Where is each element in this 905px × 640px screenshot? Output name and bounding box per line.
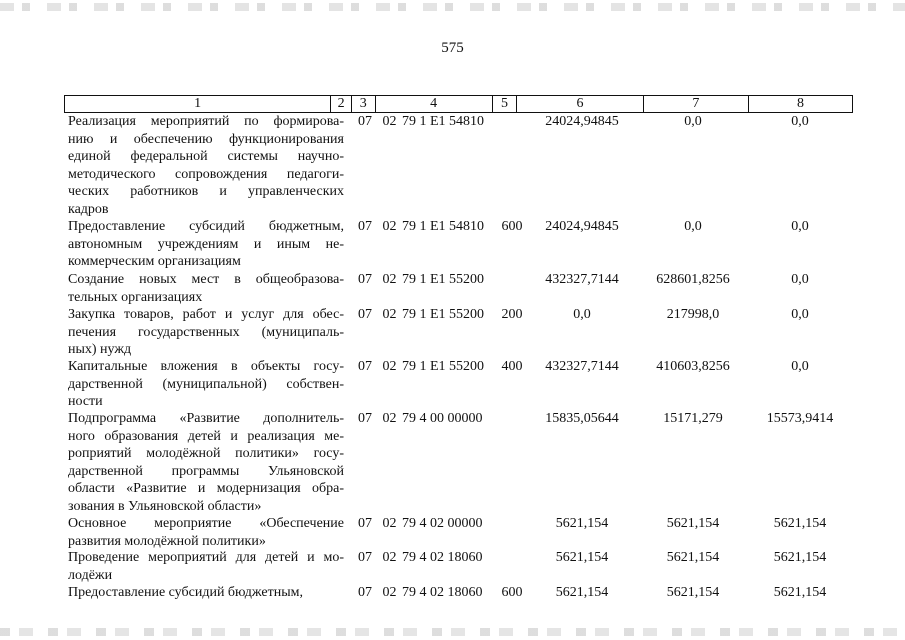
header-col-7: 7 (644, 96, 749, 112)
amount-col-6: 5621,154 (555, 550, 609, 565)
amount-col-6: 24024,94845 (545, 219, 619, 234)
amount-col-6: 432327,7144 (545, 359, 619, 374)
header-col-4: 4 (376, 96, 493, 112)
description-line: ности (68, 394, 103, 409)
subsection-code: 02 (382, 359, 397, 374)
table-header (64, 95, 853, 113)
row-description (68, 584, 344, 602)
amount-col-7: 0,0 (684, 114, 702, 129)
amount-col-7: 628601,8256 (656, 272, 730, 287)
description-line: Реализация мероприятий по формирова- (68, 114, 344, 129)
subsection-code: 02 (382, 585, 397, 600)
scan-artifact-top (0, 3, 905, 11)
subsection-code: 02 (382, 411, 397, 426)
description-line: Проведение мероприятий для детей и мо- (68, 550, 344, 565)
target-article-code: 79 1 E1 55200 (402, 272, 485, 287)
amount-col-7: 5621,154 (666, 516, 720, 531)
target-article-code: 79 1 E1 54810 (402, 219, 485, 234)
target-article-code: 79 4 02 00000 (402, 516, 483, 531)
amount-col-8: 5621,154 (773, 550, 827, 565)
description-line: дарственной программы Ульяновской (68, 463, 344, 479)
description-line: Закупка товаров, работ и услуг для обес- (68, 307, 344, 322)
subsection-code: 02 (382, 516, 397, 531)
section-code: 07 (358, 307, 372, 322)
description-line: тельных организациях (68, 289, 203, 305)
row-description (68, 218, 344, 271)
section-code: 07 (358, 411, 372, 426)
amount-col-6: 0,0 (573, 307, 591, 322)
expense-type-code: 400 (501, 359, 523, 374)
amount-col-7: 5621,154 (666, 585, 720, 600)
description-line: единой федеральной системы научно- (68, 149, 344, 164)
description-line: роприятий молодёжной политики» госу- (68, 446, 344, 461)
description-line: методического сопровождения педагоги- (68, 166, 344, 182)
header-col-5: 5 (493, 96, 517, 112)
description-line: области «Развитие и модернизация обра- (68, 481, 344, 496)
row-description (68, 410, 344, 515)
row-description (68, 358, 344, 411)
description-line: дарственной (муниципальной) собствен- (68, 376, 344, 392)
description-line: лодёжи (68, 567, 113, 583)
header-col-8: 8 (796, 96, 804, 111)
section-code: 07 (358, 585, 372, 600)
subsection-code: 02 (382, 219, 397, 234)
section-code: 07 (358, 516, 372, 531)
expense-type-code: 600 (501, 585, 523, 600)
target-article-code: 79 1 E1 55200 (402, 307, 485, 322)
expense-type-code: 600 (501, 219, 523, 234)
description-line: ных) нужд (68, 342, 132, 357)
amount-col-6: 5621,154 (555, 585, 609, 600)
description-line: Основное мероприятие «Обеспечение (68, 516, 344, 531)
description-line: ческих работников и управленческих (68, 184, 344, 199)
amount-col-8: 5621,154 (773, 585, 827, 600)
target-article-code: 79 4 02 18060 (402, 550, 483, 565)
amount-col-6: 5621,154 (555, 516, 609, 531)
header-col-3: 3 (352, 96, 376, 112)
page-number: 575 (441, 40, 464, 56)
section-code: 07 (358, 114, 372, 129)
description-line: развития молодёжной политики» (68, 533, 266, 549)
description-line: Предоставление субсидий бюджетным, (68, 585, 304, 600)
header-col-2: 2 (331, 96, 352, 112)
amount-col-6: 432327,7144 (545, 272, 619, 287)
subsection-code: 02 (382, 550, 397, 565)
description-line: Создание новых мест в общеобразова- (68, 272, 344, 287)
amount-col-7: 217998,0 (666, 307, 720, 322)
header-col-6: 6 (517, 96, 644, 112)
amount-col-7: 410603,8256 (656, 359, 730, 374)
description-line: коммерческим организациям (68, 254, 241, 269)
description-line: кадров (68, 201, 109, 217)
amount-col-8: 0,0 (791, 114, 809, 129)
header-col-1: 1 (65, 96, 331, 112)
amount-col-7: 15171,279 (663, 411, 723, 426)
amount-col-6: 24024,94845 (545, 114, 619, 129)
description-line: Подпрограмма «Развитие дополнитель- (68, 411, 344, 426)
row-description (68, 515, 344, 550)
section-code: 07 (358, 219, 372, 234)
description-line: автономным учреждениям и иным не- (68, 236, 344, 252)
amount-col-8: 0,0 (791, 359, 809, 374)
amount-col-7: 5621,154 (666, 550, 720, 565)
expense-type-code: 200 (501, 307, 523, 322)
amount-col-7: 0,0 (684, 219, 702, 234)
row-description (68, 271, 344, 306)
target-article-code: 79 1 E1 55200 (402, 359, 485, 374)
target-article-code: 79 4 02 18060 (402, 585, 483, 600)
description-line: печения государственных (муниципаль- (68, 324, 344, 340)
description-line: ного образования детей и реализация ме- (68, 428, 344, 444)
amount-col-8: 0,0 (791, 272, 809, 287)
subsection-code: 02 (382, 272, 397, 287)
subsection-code: 02 (382, 307, 397, 322)
target-article-code: 79 4 00 00000 (402, 411, 483, 426)
amount-col-8: 5621,154 (773, 516, 827, 531)
subsection-code: 02 (382, 114, 397, 129)
row-description (68, 306, 344, 359)
section-code: 07 (358, 359, 372, 374)
row-description (68, 113, 344, 218)
scan-artifact-bottom (0, 628, 905, 636)
row-description (68, 549, 344, 584)
section-code: 07 (358, 550, 372, 565)
amount-col-8: 0,0 (791, 219, 809, 234)
description-line: Предоставление субсидий бюджетным, (68, 219, 344, 234)
amount-col-6: 15835,05644 (545, 411, 619, 426)
description-line: зования в Ульяновской области» (68, 498, 262, 514)
description-line: нию и обеспечению функционирования (68, 131, 344, 147)
amount-col-8: 15573,9414 (766, 411, 834, 426)
section-code: 07 (358, 272, 372, 287)
amount-col-8: 0,0 (791, 307, 809, 322)
target-article-code: 79 1 E1 54810 (402, 114, 485, 129)
description-line: Капитальные вложения в объекты госу- (68, 359, 344, 374)
